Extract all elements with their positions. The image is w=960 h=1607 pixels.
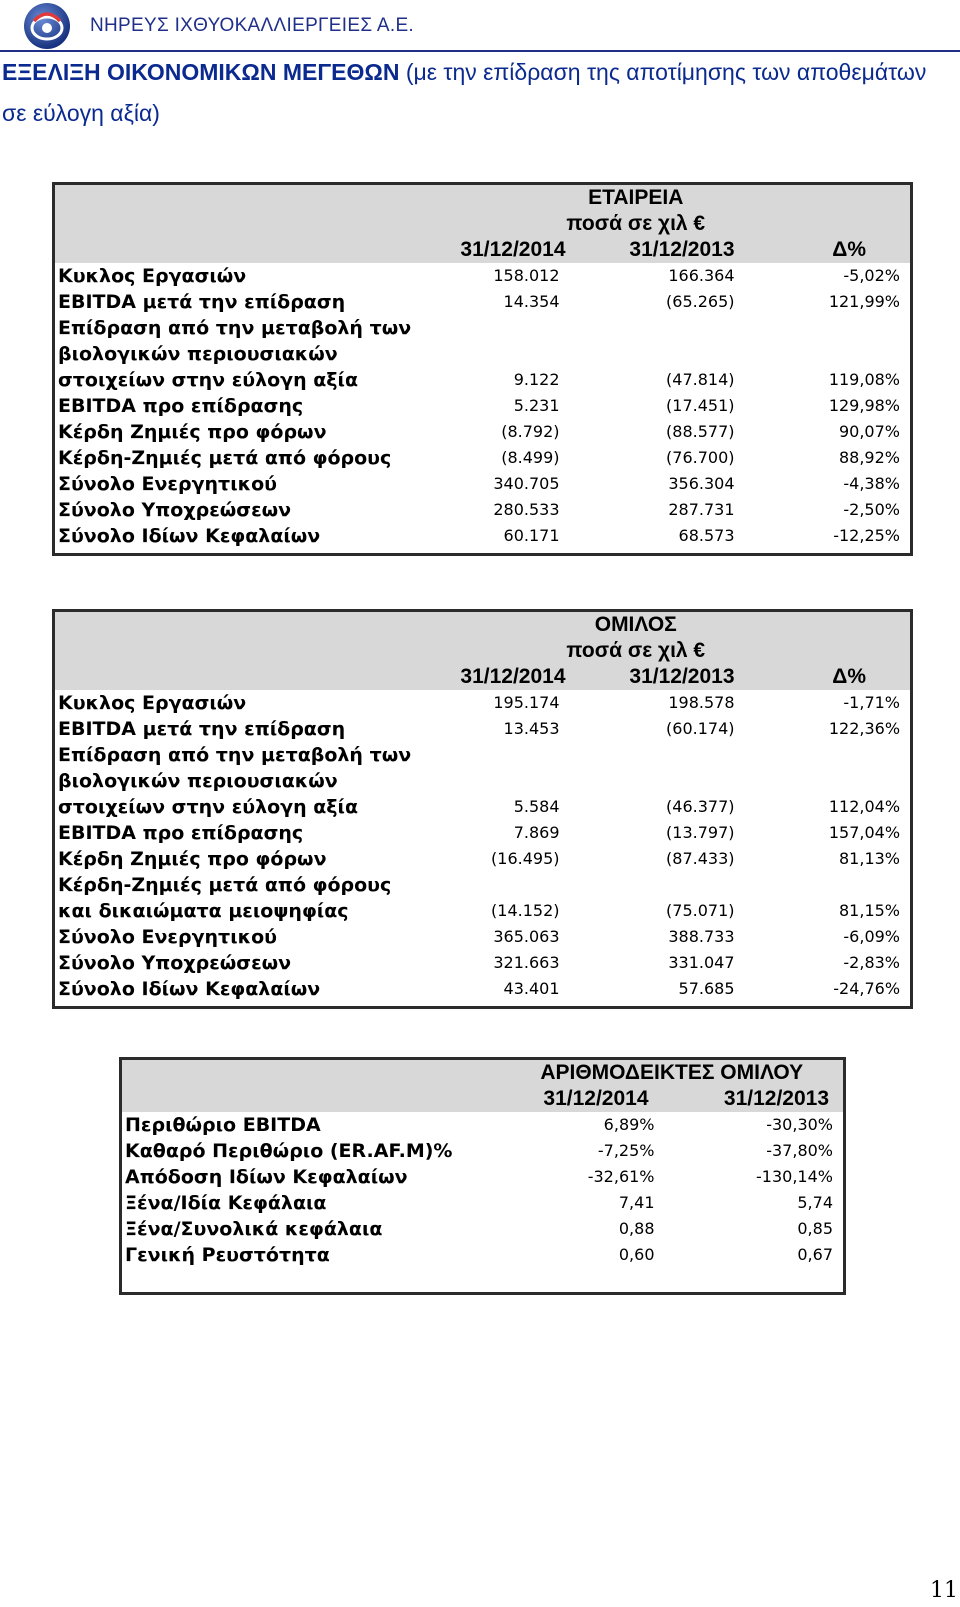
row-label: Σύνολο Ιδίων Κεφαλαίων [58, 978, 321, 1000]
spacer-row [54, 1002, 912, 1008]
row-label: Καθαρό Περιθώριο (ER.AF.M)% [125, 1140, 453, 1162]
row-label: Σύνολο Ενεργητικού [58, 473, 277, 495]
row-value-v1: 13.453 [503, 719, 560, 738]
row-value-v3: -2,50% [843, 500, 900, 519]
row-value-v2: (46.377) [666, 797, 735, 816]
row-value-v3 [745, 742, 912, 768]
row-label: βιολογικών περιουσιακών [58, 770, 338, 792]
row-value-v3: -5,02% [843, 266, 900, 285]
table-row [54, 419, 912, 445]
company-heading: ΕΤΑΙΡΕΙΑ [440, 184, 912, 212]
company-col-delta: Δ% [745, 237, 912, 263]
row-value-v2: (75.071) [666, 901, 735, 920]
row-label: Κέρδη-Ζημιές μετά από φόρους [58, 447, 392, 469]
table-row [54, 445, 912, 471]
row-label: στοιχείων στην εύλογη αξία [58, 369, 358, 391]
row-value-v3: 119,08% [828, 370, 900, 389]
row-value-v3: 121,99% [828, 292, 900, 311]
row-label: Επίδραση από την μεταβολή των [58, 317, 412, 339]
ratios-col-2014: 31/12/2014 [505, 1086, 665, 1112]
row-label: Σύνολο Ενεργητικού [58, 926, 277, 948]
row-value-v3: -24,76% [833, 979, 901, 998]
table-row [121, 1242, 845, 1268]
ratios-heading: ΑΡΙΘΜΟΔΕΙΚΤΕΣ ΟΜΙΛΟΥ [505, 1059, 845, 1087]
table-row [54, 367, 912, 393]
row-value-v2: 287.731 [668, 500, 735, 519]
row-value-v2 [570, 315, 745, 341]
group-col-2013: 31/12/2013 [570, 664, 745, 690]
row-value-v2: (76.700) [666, 448, 735, 467]
title-bold: ΕΞΕΛΙΞΗ ΟΙΚΟΝΟΜΙΚΩΝ ΜΕΓΕΘΩΝ [2, 59, 400, 85]
row-value-v3: 90,07% [838, 422, 900, 441]
row-label: Ξένα/Συνολικά κεφάλαια [125, 1218, 383, 1240]
company-col-2014: 31/12/2014 [440, 237, 570, 263]
row-value-v3 [745, 872, 912, 898]
row-value-v2: 388.733 [668, 927, 735, 946]
row-value-v1: 60.171 [503, 526, 560, 545]
row-value-v1 [440, 742, 570, 768]
row-value-v3: -4,38% [843, 474, 900, 493]
group-table [52, 609, 913, 1009]
row-value-v3: 112,04% [828, 797, 901, 816]
row-value-v1: 280.533 [493, 500, 560, 519]
row-value-v1: -7,25% [597, 1141, 655, 1160]
company-units: ποσά σε χιλ € [440, 211, 912, 237]
row-value-v1 [440, 768, 570, 794]
row-value-v2: 68.573 [678, 526, 735, 545]
table-row [54, 263, 912, 289]
row-value-v1: -32,61% [587, 1167, 655, 1186]
row-value-v1: (14.152) [491, 901, 560, 920]
row-value-v1 [440, 341, 570, 367]
row-value-v3: 81,13% [839, 849, 901, 868]
row-label: Απόδοση Ιδίων Κεφαλαίων [125, 1166, 408, 1188]
row-label: Γενική Ρευστότητα [125, 1244, 330, 1266]
row-value-v2: (17.451) [666, 396, 735, 415]
row-label: Σύνολο Ιδίων Κεφαλαίων [58, 525, 321, 547]
table-row [121, 1164, 845, 1190]
row-value-v2: 331.047 [668, 953, 735, 972]
group-units: ποσά σε χιλ € [440, 638, 912, 664]
spacer-cell [54, 549, 912, 555]
row-value-v2: 198.578 [668, 693, 735, 712]
row-label: EBITDA προ επίδρασης [58, 395, 304, 417]
row-value-v2: 0,67 [797, 1245, 833, 1264]
table-row [54, 289, 912, 315]
spacer-cell [54, 1002, 912, 1008]
table-row [54, 742, 912, 768]
table-row [54, 976, 912, 1002]
row-label: βιολογικών περιουσιακών [58, 343, 338, 365]
table-row [54, 768, 912, 794]
page-title [2, 52, 952, 134]
row-value-v1: 43.401 [503, 979, 560, 998]
group-col-delta: Δ% [745, 664, 912, 690]
table-row [121, 1138, 845, 1164]
table-row [54, 950, 912, 976]
table-row [54, 523, 912, 549]
company-table-body [54, 263, 912, 555]
group-table-body [54, 690, 912, 1008]
row-value-v2 [570, 872, 745, 898]
table-row [54, 872, 912, 898]
row-value-v2: -37,80% [766, 1141, 833, 1160]
row-value-v3: -1,71% [843, 693, 901, 712]
row-label: EBITDA μετά την επίδραση [58, 718, 346, 740]
row-label: Ξένα/Ιδία Κεφάλαια [125, 1192, 327, 1214]
row-value-v1: 7.869 [513, 823, 560, 842]
table-row [54, 497, 912, 523]
table-row [54, 898, 912, 924]
row-label: Κυκλος Εργασιών [58, 692, 247, 714]
table-row [54, 471, 912, 497]
company-logo-icon [22, 1, 72, 51]
row-value-v2: (88.577) [666, 422, 735, 441]
row-value-v1: (8.499) [501, 448, 560, 467]
row-value-v3: -6,09% [843, 927, 901, 946]
row-value-v1: 7,41 [618, 1193, 655, 1212]
table-row [121, 1190, 845, 1216]
row-label: Επίδραση από την μεταβολή των [58, 744, 412, 766]
row-value-v1: 5.231 [513, 396, 560, 415]
row-value-v3: 157,04% [828, 823, 901, 842]
row-value-v1: 321.663 [493, 953, 560, 972]
row-value-v3 [745, 341, 912, 367]
row-value-v2: (65.265) [666, 292, 735, 311]
row-label: Κέρδη Ζημιές προ φόρων [58, 421, 327, 443]
row-value-v2: (60.174) [666, 719, 735, 738]
row-value-v2: 5,74 [797, 1193, 833, 1212]
spacer-row [121, 1268, 845, 1294]
company-name: ΝΗΡΕΥΣ ΙΧΘΥΟΚΑΛΛΙΕΡΓΕΙΕΣ Α.Ε. [90, 15, 415, 36]
group-heading: ΟΜΙΛΟΣ [440, 611, 912, 639]
row-value-v1: 365.063 [493, 927, 560, 946]
row-label: EBITDA προ επίδρασης [58, 822, 304, 844]
row-value-v2: 356.304 [668, 474, 735, 493]
row-value-v2: (87.433) [666, 849, 735, 868]
row-value-v3 [745, 315, 912, 341]
table-row [54, 315, 912, 341]
row-value-v2: 57.685 [678, 979, 735, 998]
spacer-cell [121, 1268, 845, 1294]
row-value-v1: 340.705 [493, 474, 560, 493]
row-value-v1: 5.584 [513, 797, 560, 816]
row-value-v3: 88,92% [838, 448, 900, 467]
row-value-v2 [570, 768, 745, 794]
table-row [54, 924, 912, 950]
row-label: Περιθώριο EBITDA [125, 1114, 321, 1136]
page-header [22, 0, 414, 52]
row-label: Κέρδη-Ζημιές μετά από φόρους [58, 874, 392, 896]
table-row [54, 846, 912, 872]
row-value-v1: 0,60 [618, 1245, 655, 1264]
ratios-table-body [121, 1112, 845, 1294]
row-value-v1: 195.174 [493, 693, 560, 712]
company-table [52, 182, 913, 556]
row-value-v2: 0,85 [797, 1219, 833, 1238]
row-label: Σύνολο Υποχρεώσεων [58, 952, 292, 974]
row-value-v1: 14.354 [503, 292, 560, 311]
row-label: και δικαιώματα μειοψηφίας [58, 900, 349, 922]
title-rest: (με την επίδραση της αποτίμησης των αποθεμάτων σε εύλογη αξία) [2, 59, 927, 126]
row-label: Κυκλος Εργασιών [58, 265, 247, 287]
row-value-v2 [570, 742, 745, 768]
row-value-v1: 158.012 [493, 266, 560, 285]
row-value-v2: 166.364 [668, 266, 735, 285]
row-value-v3 [745, 768, 912, 794]
row-value-v3: 122,36% [828, 719, 901, 738]
row-label: Κέρδη Ζημιές προ φόρων [58, 848, 327, 870]
company-col-2013: 31/12/2013 [570, 237, 745, 263]
table-row [54, 393, 912, 419]
page-number: 11 [930, 1578, 958, 1603]
table-row [54, 716, 912, 742]
row-value-v2: (13.797) [666, 823, 735, 842]
row-value-v3: 129,98% [828, 396, 900, 415]
row-value-v1: 9.122 [513, 370, 560, 389]
table-row [54, 341, 912, 367]
row-label: Σύνολο Υποχρεώσεων [58, 499, 292, 521]
row-label: στοιχείων στην εύλογη αξία [58, 796, 358, 818]
spacer-row [54, 549, 912, 555]
table-row [121, 1216, 845, 1242]
ratios-table [119, 1057, 846, 1295]
ratios-col-2013: 31/12/2013 [665, 1086, 845, 1112]
row-value-v2: -30,30% [766, 1115, 833, 1134]
row-value-v2: -130,14% [756, 1167, 833, 1186]
row-value-v1: 0,88 [618, 1219, 655, 1238]
row-value-v1: (16.495) [491, 849, 560, 868]
table-row [54, 794, 912, 820]
row-value-v1: (8.792) [501, 422, 560, 441]
table-row [121, 1112, 845, 1138]
row-label: EBITDA μετά την επίδραση [58, 291, 346, 313]
group-col-2014: 31/12/2014 [440, 664, 570, 690]
row-value-v2: (47.814) [666, 370, 735, 389]
table-row [54, 690, 912, 716]
row-value-v3: -12,25% [833, 526, 900, 545]
row-value-v3: 81,15% [839, 901, 901, 920]
row-value-v1 [440, 872, 570, 898]
row-value-v3: -2,83% [843, 953, 901, 972]
row-value-v2 [570, 341, 745, 367]
table-row [54, 820, 912, 846]
row-value-v1: 6,89% [603, 1115, 655, 1134]
row-value-v1 [440, 315, 570, 341]
